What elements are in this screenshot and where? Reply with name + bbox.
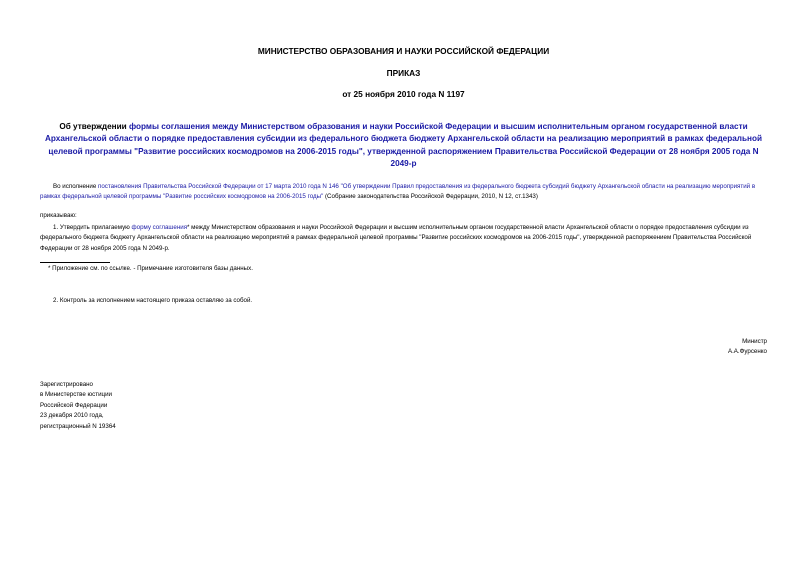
document-type: ПРИКАЗ bbox=[386, 68, 421, 78]
resolution-link[interactable]: постановления Правительства Российской Федерации от 17 марта 2010 года N 146 "Об утверждении Правил предоставления из федерального бюджета субсидий бюджету Архангельской области на реализацию мероприятий в рамках федеральной целевой программы "Развитие российских космодромов на 2006-2015 годы" bbox=[40, 183, 756, 201]
signature-block bbox=[728, 337, 767, 358]
registration-line: регистрационный N 19364 bbox=[40, 422, 116, 430]
order-item-2: 2. Контроль за исполнением настоящего приказа оставляю за собой. bbox=[53, 297, 253, 304]
registration-block bbox=[40, 380, 116, 432]
title-prefix: Об утверждении bbox=[59, 122, 129, 131]
intro-paragraph bbox=[40, 182, 770, 203]
footnote: * Приложение см. по ссылке. - Примечание изготовителя базы данных. bbox=[48, 265, 253, 272]
registration-line: в Министерстве юстиции bbox=[40, 391, 113, 399]
signer-name: А.А.Фурсенко bbox=[727, 348, 767, 356]
footnote-divider bbox=[40, 262, 110, 263]
registration-line: Российской Федерации bbox=[40, 401, 108, 409]
intro-suffix: (Собрание законодательства Российской Федерации, 2010, N 12, ст.1343) bbox=[323, 193, 538, 201]
document-date-number: от 25 ноября 2010 года N 1197 bbox=[342, 89, 465, 99]
item1-prefix: 1. Утвердить прилагаемую bbox=[53, 224, 132, 231]
registration-line: 23 декабря 2010 года, bbox=[40, 412, 104, 420]
document-title bbox=[40, 121, 767, 171]
intro-prefix: Во исполнение bbox=[53, 183, 98, 190]
item1-suffix: * между Министерством образования и науки Российской Федерации и высшим исполнительным органом государственной власти Архангельской области о порядке предоставления субсидии из федерального бюджета бюджету Архангельской области на реализацию мероприятий в рамках федеральной целевой программы "Развитие российских космодромов на 2006-2015 годы", утвержденной распоряжением Правительства Российской Федерации от 28 ноября 2005 года N 2049-р. bbox=[40, 224, 752, 252]
ministry-heading: МИНИСТЕРСТВО ОБРАЗОВАНИЯ И НАУКИ РОССИЙСКОЙ ФЕДЕРАЦИИ bbox=[257, 46, 550, 56]
signer-position: Министр bbox=[742, 338, 767, 345]
title-link[interactable]: формы соглашения между Министерством образования и науки Российской Федерации и высшим исполнительным органом государственной власти Архангельской области о порядке предоставления субсидии из федерального бюджета бюджету Архангельской области на реализацию мероприятий в рамках федеральной целевой программы "Развитие российских космодромов на 2006-2015 годы", утвержденной распоряжением Правительства Российской Федерации от 28 ноября 2005 года N 2049-р bbox=[45, 122, 762, 169]
order-word: приказываю: bbox=[40, 212, 77, 219]
registration-line: Зарегистрировано bbox=[40, 381, 93, 388]
order-item-1 bbox=[40, 223, 770, 254]
agreement-form-link[interactable]: форму соглашения bbox=[131, 224, 188, 231]
